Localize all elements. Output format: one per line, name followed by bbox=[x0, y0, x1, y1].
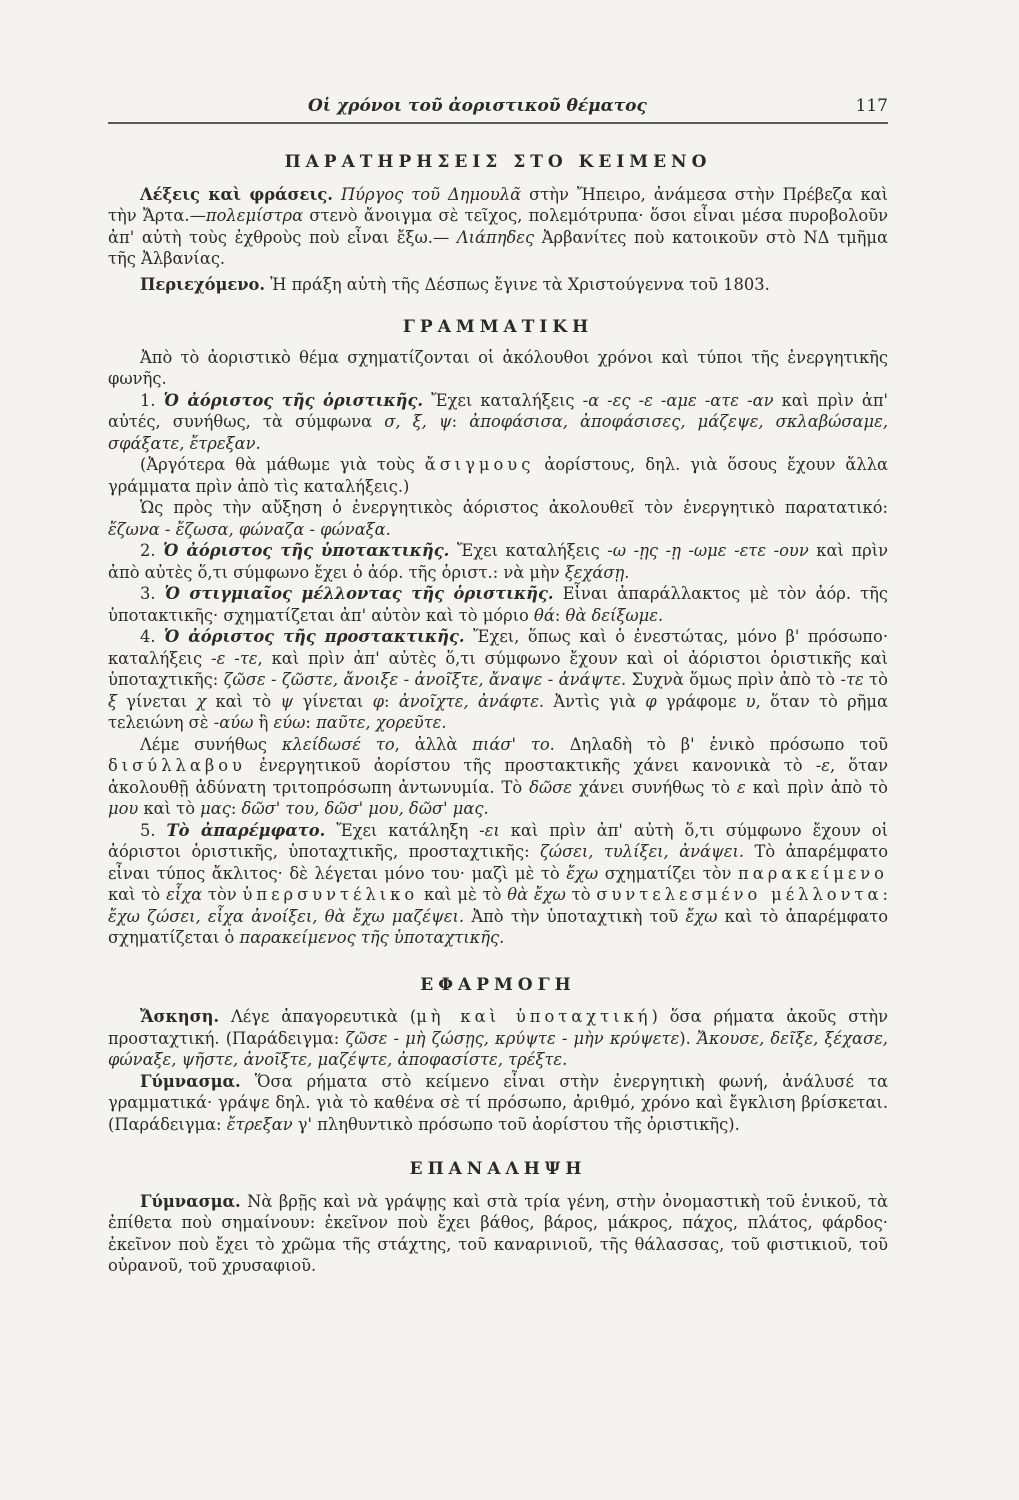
grammar-section-1: 1. Ὁ ἀόριστος τῆς ὁριστικῆς. Ἔχει καταλήξεις -α -ες -ε -αμε -ατε -αν καὶ πρὶν ἀπ' αὐτές, συνήθως, τὰ σύμφωνα σ, ξ, ψ: ἀποφάσισα, ἀποφάσισες, μάζεψε, σκλαβώσαμε, σφάξατε, ἔτρεξαν. bbox=[108, 390, 889, 453]
review-gymnasma-paragraph: Γύμνασμα. Νὰ βρῇς καὶ νὰ γράψῃς καὶ στὰ τρία γένη, στὴν ὀνομαστικὴ τοῦ ἑνικοῦ, τὰ ἐπίθετα ποὺ σημαίνουν: ἐκεῖνον ποὺ ἔχει βάθος, βάρος, μάκρος, πάχος, πλάτος, φάρδος· ἐκεῖνον ποὺ ἔχει τὸ χρῶμα τῆς στάχτης, τοῦ καναρινιοῦ, τῆς θάλασσας, τοῦ φιστικιοῦ, τοῦ οὐρανοῦ, τοῦ χρυσαφιοῦ. bbox=[108, 1191, 888, 1275]
observations-title: ΠΑΡΑΤΗΡΗΣΕΙΣ ΣΤΟ ΚΕΙΜΕΝΟ bbox=[284, 152, 712, 172]
grammar-section-1-augment: Ὡς πρὸς τὴν αὔξηση ὁ ἐνεργητικὸς ἀόριστος ἀκολουθεῖ τὸν ἐνεργητικὸ παρατατικό: ἔζωνα - ἔζωσα, φώναζα - φώναξα. bbox=[108, 498, 888, 539]
grammar-section-1-note: (Ἀργότερα θὰ μάθωμε γιὰ τοὺς ἄσιγμους ἀορίστους, δηλ. γιὰ ὅσους ἔχουν ἄλλα γράμματα πρὶν ἀπὸ τὶς καταλήξεις.) bbox=[108, 455, 889, 496]
exercise-paragraph: Ἄσκηση. Λέγε ἀπαγορευτικὰ (μὴ καὶ ὑποταχτική) ὅσα ρήματα ἀκοῦς στὴν προσταχτική. (Παράδειγμα: ζῶσε - μὴ ζώσῃς, κρύψτε - μὴν κρύψετε). Ἄκουσε, δεῖξε, ξέχασε, φώναξε, ψῆστε, ἀνοῖξτε, μαζέψτε, ἀποφασίστε, τρέξτε. bbox=[108, 1007, 888, 1069]
grammar-section-5: 5. Τὸ ἀπαρέμφατο. Ἔχει κατάληξη -ει καὶ πρὶν ἀπ' αὐτὴ ὅ,τι σύμφωνο ἔχουν οἱ ἀόριστοι ὁριστικῆς, ὑποταχτικῆς, προσταχτικῆς: ζώσει, τυλίξει, ἀνάψει. Τὸ ἀπαρέμφατο εἶναι τύπος ἄκλιτος· δὲ λέγεται μόνο του· μαζὶ μὲ τὸ ἔχω σχηματίζει τὸν παρακείμενο καὶ τὸ εἶχα τὸν ὑπερσυντέλικο καὶ μὲ τὸ θὰ ἔχω τὸ συντελεσμένο μέλλοντα: ἔχω ζώσει, εἶχα ἀνοίξει, θὰ ἔχω μαζέψει. Ἀπὸ τὴν ὑποταχτικὴ τοῦ ἔχω καὶ τὸ ἀπαρέμφατο σχηματίζεται ὁ παρακείμενος τῆς ὑποταχτικῆς. bbox=[108, 820, 889, 947]
running-title: Οἱ χρόνοι τοῦ ἀοριστικοῦ θέματος bbox=[308, 96, 647, 116]
words-phrases-paragraph: Λέξεις καὶ φράσεις. Πύργος τοῦ Δημουλᾶ στὴν Ἤπειρο, ἀνάμεσα στὴν Πρέβεζα καὶ τὴν Ἄρτα.—πολεμίστρα στενὸ ἄνοιγμα σὲ τεῖχος, πολεμότρυπα· ὅσοι εἶναι μέσα πυροβολοῦν ἀπ' αὐτὴ τοὺς ἐχθροὺς ποὺ εἶναι ἔξω.— Λιάπηδες Ἀρβανίτες ποὺ κατοικοῦν στὸ ΝΔ τμῆμα τῆς Ἀλβανίας. bbox=[108, 184, 889, 268]
page-number: 117 bbox=[855, 96, 888, 116]
page bbox=[108, 92, 888, 1277]
grammar-title: ΓΡΑΜΜΑΤΙΚΗ bbox=[402, 317, 594, 337]
application-title: ΕΦΑΡΜΟΓΗ bbox=[420, 974, 576, 995]
grammar-section-4-note: Λέμε συνήθως κλείδωσέ το, ἀλλὰ πιάσ' το. Δηλαδὴ τὸ β' ἑνικὸ πρόσωπο τοῦ δισύλλαβου ἐνεργητικοῦ ἀορίστου τῆς προστακτικῆς χάνει κανονικὰ τὸ -ε, ὅταν ἀκολουθῇ ἀδύνατη τριτοπρόσωπη ἀντωνυμία. Τὸ δῶσε χάνει συνήθως τὸ ε καὶ πρὶν ἀπὸ τὸ μου καὶ τὸ μας: δῶσ' του, δῶσ' μου, δῶσ' μας. bbox=[108, 734, 889, 818]
running-header bbox=[108, 92, 888, 124]
content-paragraph: Περιεχόμενο. Ἡ πράξη αὐτὴ τῆς Δέσπως ἔγινε τὰ Χριστούγεννα τοῦ 1803. bbox=[140, 274, 770, 294]
grammar-intro: Ἀπὸ τὸ ἀοριστικὸ θέμα σχηματίζονται οἱ ἀκόλουθοι χρόνοι καὶ τύποι τῆς ἐνεργητικῆς φωνῆς. bbox=[108, 347, 888, 388]
grammar-section-2: 2. Ὁ ἀόριστος τῆς ὑποτακτικῆς. Ἔχει καταλήξεις -ω -ῃς -ῃ -ωμε -ετε -ουν καὶ πρὶν ἀπὸ αὐτὲς ὅ,τι σύμφωνο ἔχει ὁ ἀόρ. τῆς ὁριστ.: νὰ μὴν ξεχάσῃ. bbox=[108, 541, 888, 582]
review-title: ΕΠΑΝΑΛΗΨΗ bbox=[409, 1159, 587, 1179]
grammar-section-3: 3. Ὁ στιγμιαῖος μέλλοντας τῆς ὁριστικῆς. Εἶναι ἀπαράλλακτος μὲ τὸν ἀόρ. τῆς ὑποτακτικῆς· σχηματίζεται ἀπ' αὐτὸν καὶ τὸ μόριο θά: θὰ δείξωμε. bbox=[108, 584, 888, 625]
application-gymnasma-paragraph: Γύμνασμα. Ὅσα ρήματα στὸ κείμενο εἶναι στὴν ἐνεργητικὴ φωνή, ἀνάλυσέ τα γραμματικά· γράψε δηλ. γιὰ τὸ καθένα σὲ τί πρόσωπο, ἀριθμό, χρόνο καὶ ἔγκλιση βρίσκεται. (Παράδειγμα: ἔτρεξαν γ' πληθυντικὸ πρόσωπο τοῦ ἀορίστου τῆς ὁριστικῆς). bbox=[108, 1071, 888, 1134]
grammar-section-4: 4. Ὁ ἀόριστος τῆς προστακτικῆς. Ἔχει, ὅπως καὶ ὁ ἐνεστώτας, μόνο β' πρόσωπο· καταλήξεις -ε -τε, καὶ πρὶν ἀπ' αὐτὲς ὅ,τι σύμφωνο ἔχουν καὶ οἱ ἀόριστοι ὁριστικῆς καὶ ὑποταχτικῆς: ζῶσε - ζῶστε, ἄνοιξε - ἀνοῖξτε, ἄναψε - ἀνάψτε. Συχνὰ ὅμως πρὶν ἀπὸ τὸ -τε τὸ ξ γίνεται χ καὶ τὸ ψ γίνεται φ: ἀνοῖχτε, ἀνάφτε. Ἀντὶς γιὰ φ γράφομε υ, ὅταν τὸ ρῆμα τελειώνη σὲ -αύω ἢ εύω: παῦτε, χορεῦτε. bbox=[108, 627, 888, 732]
